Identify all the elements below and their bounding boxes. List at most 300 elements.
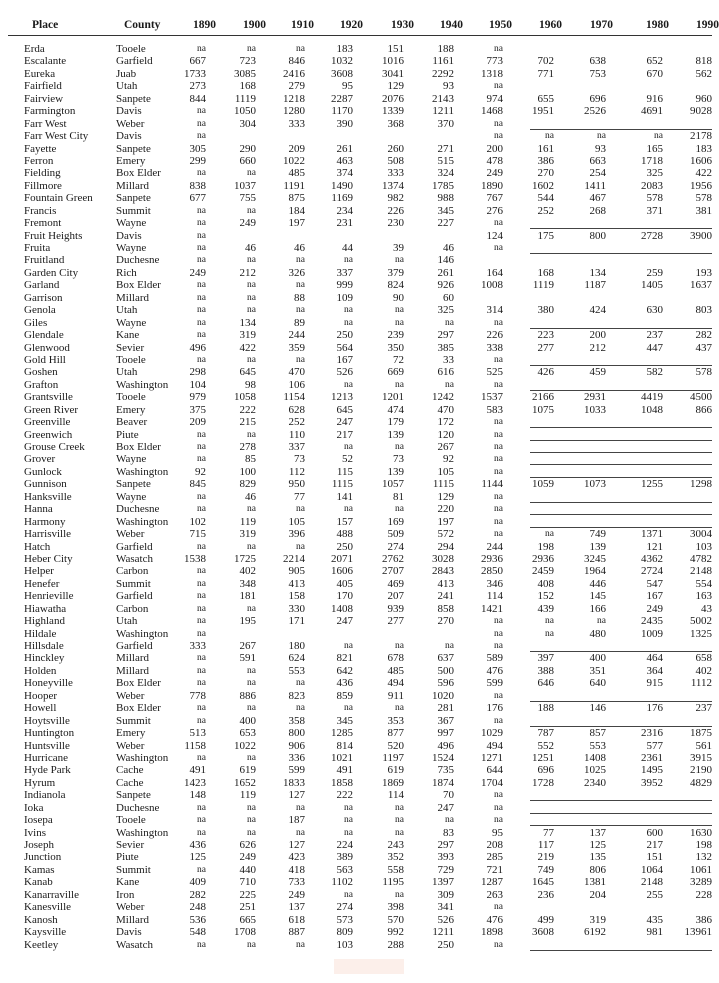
value-1960: 117 — [537, 839, 554, 851]
value-1980: 915 — [646, 677, 663, 690]
place-cell: Goshen — [24, 366, 58, 379]
county-cell: Garfield — [116, 640, 153, 652]
value-1970: 139 — [589, 540, 606, 553]
value-1920: na — [344, 802, 353, 813]
value-1910: na — [296, 354, 305, 365]
value-1920: na — [344, 379, 353, 390]
value-1980: 547 — [646, 577, 663, 590]
value-1940: na — [445, 317, 454, 328]
value-1940: 247 — [437, 801, 454, 814]
county-cell: Cache — [116, 764, 144, 777]
value-1940: 197 — [437, 515, 454, 528]
value-1950: na — [494, 218, 503, 229]
value-1900: na — [247, 678, 256, 689]
value-1980: 630 — [646, 304, 663, 317]
value-1930: 288 — [387, 938, 404, 951]
table-row — [0, 478, 719, 490]
value-1890: na — [197, 715, 206, 726]
value-1900: 422 — [239, 341, 256, 354]
value-1890: na — [197, 504, 206, 515]
table-row — [0, 466, 719, 478]
value-1990: 554 — [695, 577, 712, 590]
value-1890: na — [197, 815, 206, 826]
table-row — [0, 628, 719, 640]
value-1990: 163 — [695, 590, 712, 603]
value-1940: 261 — [437, 266, 454, 279]
value-1890: na — [197, 205, 206, 216]
county-cell: Davis — [116, 130, 142, 143]
value-1890: na — [197, 292, 206, 303]
place-cell: Joseph — [24, 839, 54, 851]
value-1940: 515 — [437, 154, 454, 167]
value-1940: 572 — [437, 528, 454, 541]
table-row — [0, 329, 719, 341]
value-1890: na — [197, 354, 206, 365]
value-1890: 104 — [189, 378, 206, 391]
value-1930: na — [395, 815, 404, 826]
value-1990: 1298 — [690, 478, 712, 491]
value-1890: na — [197, 218, 206, 229]
value-1950: 1287 — [481, 876, 503, 889]
table-row — [0, 503, 719, 515]
value-1920: 563 — [336, 863, 353, 876]
value-1910: 396 — [288, 528, 305, 541]
scan-smudge — [334, 959, 404, 974]
value-1960: 161 — [537, 142, 554, 155]
place-cell: Eureka — [24, 67, 56, 80]
table-row — [0, 553, 719, 565]
value-1930: 520 — [387, 739, 404, 752]
value-1930: 1374 — [382, 179, 404, 192]
value-1950: na — [494, 790, 503, 801]
value-1890: na — [197, 106, 206, 117]
value-1920: 224 — [336, 839, 353, 851]
value-1910: 187 — [288, 814, 305, 827]
value-1910: 337 — [288, 441, 305, 453]
value-1950: na — [494, 529, 503, 540]
value-1890: 778 — [189, 689, 206, 702]
value-1890: 305 — [189, 142, 206, 155]
table-row — [0, 180, 719, 192]
value-1900: 212 — [239, 266, 256, 279]
value-1930: 824 — [387, 279, 404, 292]
value-1980: 167 — [646, 590, 663, 603]
value-1980: 2148 — [641, 876, 663, 889]
value-1930: 1197 — [382, 751, 404, 764]
value-1960: 386 — [537, 154, 554, 167]
value-1950: na — [494, 131, 503, 142]
value-1920: 170 — [336, 590, 353, 603]
value-1990: 1637 — [690, 279, 712, 292]
value-1940: na — [445, 379, 454, 390]
value-1950: 773 — [486, 55, 503, 68]
place-cell: Kanab — [24, 876, 53, 889]
value-1930: 129 — [387, 80, 404, 93]
value-1890: na — [197, 939, 206, 950]
value-1960: 1251 — [532, 751, 554, 764]
value-1990: 1630 — [690, 826, 712, 839]
value-1890: 298 — [189, 366, 206, 379]
table-row — [0, 93, 719, 105]
value-1940: 496 — [437, 739, 454, 752]
value-1890: 838 — [189, 179, 206, 192]
place-cell: Grantsville — [24, 391, 73, 404]
value-1960: 771 — [537, 67, 554, 80]
value-1890: na — [197, 118, 206, 129]
value-1910: 127 — [288, 839, 305, 851]
value-1950: 644 — [486, 764, 503, 777]
value-1950: na — [494, 939, 503, 950]
value-1940: 1874 — [432, 776, 454, 789]
table-row — [0, 366, 719, 378]
value-1930: 73 — [393, 453, 404, 466]
place-cell: Escalante — [24, 55, 67, 68]
value-1990: 198 — [695, 839, 712, 851]
place-cell: Farr West City — [24, 130, 89, 143]
value-1890: na — [197, 131, 206, 142]
value-1920: 183 — [336, 43, 353, 55]
county-cell: Weber — [116, 117, 145, 130]
county-cell: Davis — [116, 229, 142, 242]
value-1970: 166 — [589, 602, 606, 615]
value-1990: 13961 — [684, 926, 712, 939]
value-1910: 209 — [288, 142, 305, 155]
value-1900: 829 — [239, 478, 256, 491]
value-1910: 553 — [288, 664, 305, 677]
table-row — [0, 404, 719, 416]
value-1890: 102 — [189, 515, 206, 528]
header-1940: 1940 — [440, 19, 463, 31]
county-cell: Utah — [116, 366, 138, 379]
value-1930: 398 — [387, 901, 404, 914]
table-row — [0, 876, 719, 888]
value-1950: na — [494, 417, 503, 428]
value-1940: 241 — [437, 590, 454, 603]
place-cell: Hyrum — [24, 776, 56, 789]
value-1990: 1112 — [690, 677, 712, 690]
value-1950: 338 — [486, 341, 503, 354]
value-1910: 887 — [288, 926, 305, 939]
value-1990: 3004 — [690, 528, 712, 541]
value-1940: 1161 — [432, 55, 454, 68]
value-1900: 168 — [239, 80, 256, 93]
value-1900: 195 — [239, 615, 256, 628]
value-1900: 348 — [239, 577, 256, 590]
value-1980: 1048 — [641, 403, 663, 416]
value-1890: na — [197, 678, 206, 689]
table-header — [8, 17, 719, 36]
table-row — [0, 230, 719, 242]
value-1890: 273 — [189, 80, 206, 93]
place-cell: Ioka — [24, 801, 44, 814]
value-1910: 1280 — [283, 105, 305, 118]
table-row — [0, 690, 719, 702]
place-cell: Garden City — [24, 266, 79, 279]
value-1970: 1025 — [584, 764, 606, 777]
value-1990: 866 — [695, 403, 712, 416]
value-1900: 755 — [239, 192, 256, 205]
value-1940: 735 — [437, 764, 454, 777]
value-1930: 151 — [387, 43, 404, 55]
value-1950: 1029 — [481, 727, 503, 740]
value-1980: 364 — [646, 664, 663, 677]
value-1910: 336 — [288, 751, 305, 764]
value-1900: 225 — [239, 888, 256, 901]
value-1920: 1213 — [331, 391, 353, 404]
county-cell: Millard — [116, 664, 149, 677]
value-1980: 652 — [646, 55, 663, 68]
value-1940: 297 — [437, 329, 454, 342]
value-1920: 52 — [342, 453, 353, 466]
value-1890: na — [197, 305, 206, 316]
county-cell: Millard — [116, 179, 149, 192]
value-1950: na — [494, 466, 503, 477]
place-cell: Fielding — [24, 167, 61, 180]
place-cell: Helper — [24, 565, 54, 578]
value-1910: 184 — [288, 204, 305, 217]
value-1900: na — [247, 703, 256, 714]
value-1980: 255 — [646, 888, 663, 901]
value-1980: 2724 — [641, 565, 663, 578]
value-1910: 906 — [288, 739, 305, 752]
place-cell: Huntington — [24, 727, 75, 740]
value-1910: 618 — [288, 913, 305, 926]
value-1970: 3245 — [584, 552, 606, 565]
county-cell: Sanpete — [116, 92, 151, 105]
value-1970: 137 — [589, 826, 606, 839]
value-1890: na — [197, 454, 206, 465]
value-1990: 422 — [695, 167, 712, 180]
value-1920: na — [344, 504, 353, 515]
value-1890: 92 — [195, 465, 206, 478]
value-1910: 180 — [288, 640, 305, 652]
place-cell: Hillsdale — [24, 640, 64, 652]
value-1900: 100 — [239, 465, 256, 478]
value-1940: 1785 — [432, 179, 454, 192]
value-1940: 105 — [437, 465, 454, 478]
county-cell: Millard — [116, 913, 149, 926]
place-cell: Junction — [24, 851, 62, 864]
table-row — [0, 839, 719, 851]
value-1970: 446 — [589, 577, 606, 590]
value-1990: 562 — [695, 67, 712, 80]
value-1930: 274 — [387, 540, 404, 553]
value-1990: 228 — [695, 888, 712, 901]
value-1950: 599 — [486, 677, 503, 690]
county-cell: Garfield — [116, 540, 153, 553]
value-1950: 285 — [486, 851, 503, 864]
value-1900: 653 — [239, 727, 256, 740]
value-1930: 239 — [387, 329, 404, 342]
value-1940: 370 — [437, 117, 454, 130]
county-cell: Tooele — [116, 43, 146, 55]
value-1920: 2071 — [331, 552, 353, 565]
place-cell: Hiawatha — [24, 602, 67, 615]
value-1920: 231 — [336, 217, 353, 230]
value-1950: 1318 — [481, 67, 503, 80]
table-row — [0, 764, 719, 776]
value-1980: 259 — [646, 266, 663, 279]
value-1890: na — [197, 280, 206, 291]
header-1950: 1950 — [489, 19, 512, 31]
value-1950: 249 — [486, 167, 503, 180]
table-row — [0, 889, 719, 901]
value-1980: 1255 — [641, 478, 663, 491]
county-cell: Wasatch — [116, 552, 153, 565]
value-1920: 250 — [336, 329, 353, 342]
place-cell: Grouse Creek — [24, 441, 85, 453]
value-1910: 1022 — [283, 154, 305, 167]
value-1950: na — [494, 454, 503, 465]
value-1950: 346 — [486, 577, 503, 590]
value-1970: 2526 — [584, 105, 606, 118]
value-1970: 480 — [589, 627, 606, 640]
value-1980: 670 — [646, 67, 663, 80]
value-1920: 463 — [336, 154, 353, 167]
value-1940: 325 — [437, 304, 454, 317]
value-1940: 616 — [437, 366, 454, 379]
value-1990: 237 — [695, 702, 712, 715]
value-1960: 655 — [537, 92, 554, 105]
value-1900: 85 — [245, 453, 256, 466]
value-1960: 2936 — [532, 552, 554, 565]
value-1940: 926 — [437, 279, 454, 292]
value-1890: na — [197, 827, 206, 838]
value-1980: 249 — [646, 602, 663, 615]
value-1990: 4829 — [690, 776, 712, 789]
value-1920: 115 — [336, 465, 353, 478]
value-1900: 46 — [245, 242, 256, 254]
value-1900: 290 — [239, 142, 256, 155]
county-cell: Kane — [116, 329, 140, 342]
county-cell: Wayne — [116, 490, 147, 503]
value-1920: 157 — [336, 515, 353, 528]
value-1910: 137 — [288, 901, 305, 914]
header-county: County — [124, 19, 161, 31]
value-1910: 413 — [288, 577, 305, 590]
value-1930: 260 — [387, 142, 404, 155]
value-1990: 2178 — [690, 130, 712, 143]
county-cell: Summit — [116, 577, 151, 590]
place-cell: Hurricane — [24, 751, 68, 764]
value-1950: 476 — [486, 913, 503, 926]
value-1890: 282 — [189, 888, 206, 901]
value-1900: 249 — [239, 851, 256, 864]
value-1910: 333 — [288, 117, 305, 130]
value-1890: na — [197, 628, 206, 639]
value-1890: na — [197, 168, 206, 179]
value-1970: 212 — [589, 341, 606, 354]
value-1990: 1956 — [690, 179, 712, 192]
county-cell: Beaver — [116, 416, 148, 429]
value-1980: 371 — [646, 204, 663, 217]
value-1980: 237 — [646, 329, 663, 342]
table-row — [0, 304, 719, 316]
table-row — [0, 391, 719, 403]
value-1980: 1371 — [641, 528, 663, 541]
value-1930: 379 — [387, 266, 404, 279]
value-1950: na — [494, 641, 503, 651]
value-1950: 124 — [486, 229, 503, 242]
value-1900: 886 — [239, 689, 256, 702]
value-1970: 1033 — [584, 403, 606, 416]
value-1920: 2287 — [331, 92, 353, 105]
value-1920: 141 — [336, 490, 353, 503]
header-1970: 1970 — [590, 19, 613, 31]
table-row — [0, 292, 719, 304]
value-1950: 476 — [486, 664, 503, 677]
value-1900: 665 — [239, 913, 256, 926]
value-1910: 73 — [294, 453, 305, 466]
value-1920: 436 — [336, 677, 353, 690]
value-1900: 710 — [239, 876, 256, 889]
value-1930: na — [395, 827, 404, 838]
value-1900: 1725 — [234, 552, 256, 565]
value-1980: 578 — [646, 192, 663, 205]
value-1990: 561 — [695, 739, 712, 752]
value-1980: 121 — [646, 540, 663, 553]
value-1950: 263 — [486, 888, 503, 901]
value-1920: 1032 — [331, 55, 353, 68]
value-1960: 188 — [537, 702, 554, 715]
value-1920: 234 — [336, 204, 353, 217]
value-1990: 3915 — [690, 751, 712, 764]
value-1970: 2931 — [584, 391, 606, 404]
value-1940: 188 — [437, 43, 454, 55]
header-place: Place — [32, 19, 59, 31]
value-1910: 46 — [294, 242, 305, 254]
table-row — [0, 130, 719, 142]
value-1960: 1602 — [532, 179, 554, 192]
value-1950: 494 — [486, 739, 503, 752]
value-1950: 226 — [486, 329, 503, 342]
value-1890: na — [197, 578, 206, 589]
value-1960: 787 — [537, 727, 554, 740]
county-cell: Sevier — [116, 839, 145, 851]
value-1930: na — [395, 802, 404, 813]
county-cell: Sanpete — [116, 142, 151, 155]
place-cell: Hinckley — [24, 652, 65, 665]
value-1960: 175 — [537, 229, 554, 242]
county-cell: Sanpete — [116, 192, 151, 205]
table-row — [0, 354, 719, 366]
county-cell: Sanpete — [116, 789, 151, 802]
table-row — [0, 702, 719, 714]
value-1960: 1728 — [532, 776, 554, 789]
value-1900: na — [247, 168, 256, 179]
place-cell: Ferron — [24, 154, 54, 167]
value-1970: 268 — [589, 204, 606, 217]
value-1940: 146 — [437, 254, 454, 267]
value-1890: na — [197, 653, 206, 664]
value-1980: 447 — [646, 341, 663, 354]
value-1970: 640 — [589, 677, 606, 690]
value-1900: na — [247, 255, 256, 266]
table-row — [0, 864, 719, 876]
table-row — [0, 802, 719, 814]
value-1970: 125 — [589, 839, 606, 851]
value-1940: na — [445, 641, 454, 651]
value-1920: 573 — [336, 913, 353, 926]
value-1900: na — [247, 44, 256, 54]
table-row — [0, 814, 719, 826]
value-1940: 858 — [437, 602, 454, 615]
value-1990: 960 — [695, 92, 712, 105]
table-row — [0, 205, 719, 217]
value-1970: 857 — [589, 727, 606, 740]
value-1940: 83 — [443, 826, 454, 839]
value-1950: 721 — [486, 863, 503, 876]
